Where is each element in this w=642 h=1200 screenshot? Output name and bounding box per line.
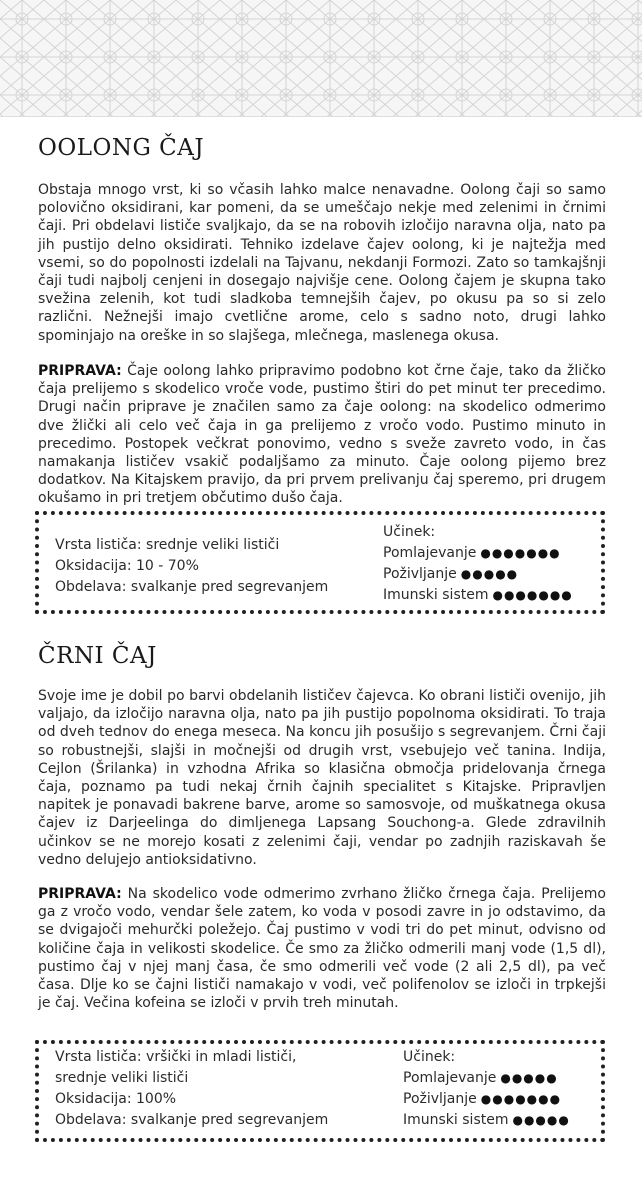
- effects-oolong: [383, 522, 573, 606]
- processing: Obdelava: svalkanje pred segrevanjem: [55, 579, 329, 595]
- info-box-oolong: [35, 511, 605, 614]
- leaf-type: Vrsta lističa: srednje veliki lističi: [55, 537, 280, 553]
- info-box-black-tea: [35, 1040, 605, 1142]
- effect-row: [383, 564, 573, 585]
- effect-label: Imunski sistem: [403, 1112, 509, 1128]
- oxidation: Oksidacija: 10 - 70%: [55, 558, 199, 574]
- leaf-type-continued: srednje veliki lističi: [55, 1070, 189, 1086]
- rating-dots: ●●●●●●●: [480, 546, 561, 560]
- effect-row: [383, 585, 573, 606]
- preparation-black-tea: [38, 885, 606, 1012]
- effect-label: Imunski sistem: [383, 587, 489, 603]
- effect-label: Pomlajevanje: [383, 545, 477, 561]
- section-title-black-tea: ČRNI ČAJ: [38, 643, 157, 669]
- preparation-label: PRIPRAVA:: [38, 886, 122, 902]
- geometric-pattern-graphic: [0, 0, 642, 116]
- preparation-label: PRIPRAVA:: [38, 363, 122, 379]
- effect-label: Pomlajevanje: [403, 1070, 497, 1086]
- effect-row: [403, 1110, 570, 1131]
- rating-dots: ●●●●●: [500, 1071, 558, 1085]
- effects-title: Učinek:: [383, 524, 436, 540]
- rating-dots: ●●●●●●●: [492, 588, 573, 602]
- effects-title: Učinek:: [403, 1049, 456, 1065]
- effects-black-tea: [403, 1047, 570, 1131]
- rating-dots: ●●●●●●●: [480, 1092, 562, 1106]
- leaf-info-oolong: [55, 535, 328, 598]
- decorative-pattern-header: [0, 0, 642, 117]
- section-description-oolong: Obstaja mnogo vrst, ki so včasih lahko malce nenavadne. Oolong čaji so samo polovično oksidirani, kar pomeni, da se umeščajo nekje med zelenimi in črnimi čaji. Pri obdelavi lističe svaljkajo, da se na robovih izločijo naravna olja, nato pa jih pustijo delno oksidirati. Tehniko izdelave čajev oolong, ki je najtežja med vsemi, so do popolnosti izdelali na Tajvanu, nekdanji Formozi. Zato so tamkajšnji čaji tudi najbolj cenjeni in dosegajo najvišje cene. Oolong čajem je skupna tako svežina zelenih, kot tudi sladkoba temnejših čajev, po okusu pa so si zelo različni. Nežnejši imajo cvetlične arome, celo s sadno noto, drugi lahko spominjajo na oreške in so slajšega, mlečnega, maslenega okusa.: [38, 182, 606, 344]
- processing: Obdelava: svalkanje pred segrevanjem: [55, 1112, 329, 1128]
- rating-dots: ●●●●●: [512, 1113, 570, 1127]
- effect-row: [403, 1068, 570, 1089]
- effect-label: Poživljanje: [383, 566, 457, 582]
- effect-row: [383, 543, 573, 564]
- leaf-type: Vrsta lističa: vršički in mladi lističi,: [55, 1049, 297, 1065]
- effect-label: Poživljanje: [403, 1091, 477, 1107]
- preparation-text: Na skodelico vode odmerimo zvrhano žličko črnega čaja. Prelijemo ga z vročo vodo, vendar šele zatem, ko voda v posodi zavre in jo odstavimo, da se dvigajoči mehurčki poležejo. Čaj pustimo v vodi tri do pet minut, odvisno od količine čaja in velikosti skodelice. Če smo za žličko odmerili manj vode (1,5 dl), pustimo čaj v njej manj časa, če smo odmerili več vode (2 ali 2,5 dl), pa več časa. Dlje ko se čajni lističi namakajo v vodi, več polifenolov se izloči in trpkejši je čaj. Večina kofeina se izloči v prvih treh minutah.: [38, 886, 606, 1012]
- section-description-black-tea: Svoje ime je dobil po barvi obdelanih lističev čajevca. Ko obrani lističi ovenijo, jih valjajo, da izločijo naravna olja, nato pa jih pustijo popolnoma oksidirati. To traja od dveh tednov do enega meseca. Na koncu jih posušijo s segrevanjem. Črni čaji so robustnejši, slajši in močnejši od drugih vrst, vsebujejo več tanina. Indija, Cejlon (Šrilanka) in vzhodna Afrika so klasična območja pridelovanja črnega čaja, poznamo pa tudi nekaj črnih čajnih specialitet s Kitajske. Pripravljen napitek je ponavadi bakrene barve, arome so samosvoje, od muškatnega okusa čajev iz Darjeelinga do dimljenega Lapsang Souchong-a. Glede zdravilnih učinkov se ne morejo kosati z zelenimi čaji, vendar po zadnjih raziskavah še vedno delujejo antioksidativno.: [38, 688, 606, 868]
- effect-row: [403, 1089, 570, 1110]
- oxidation: Oksidacija: 100%: [55, 1091, 177, 1107]
- preparation-oolong: [38, 362, 606, 508]
- rating-dots: ●●●●●: [460, 567, 519, 581]
- section-title-oolong: OOLONG ČAJ: [38, 135, 205, 161]
- preparation-text: Čaje oolong lahko pripravimo podobno kot črne čaje, tako da žličko čaja prelijemo s skodelico vroče vode, pustimo štiri do pet minut ter precedimo. Drugi način priprave je značilen samo za čaje oolong: na skodelico odmerimo dve žlički ali celo več čaja in ga prelijemo z vročo vodo. Pustimo minuto in precedimo. Postopek večkrat ponovimo, vedno s sveže zavreto vodo, in čas namakanja lističev vsakič podaljšamo za minuto. Čaje oolong pijemo brez dodatkov. Na Kitajskem pravijo, da pri prvem prelivanju čaj speremo, pri drugem okušamo in pri tretjem občutimo dušo čaja.: [38, 363, 606, 507]
- leaf-info-black-tea: [55, 1047, 328, 1131]
